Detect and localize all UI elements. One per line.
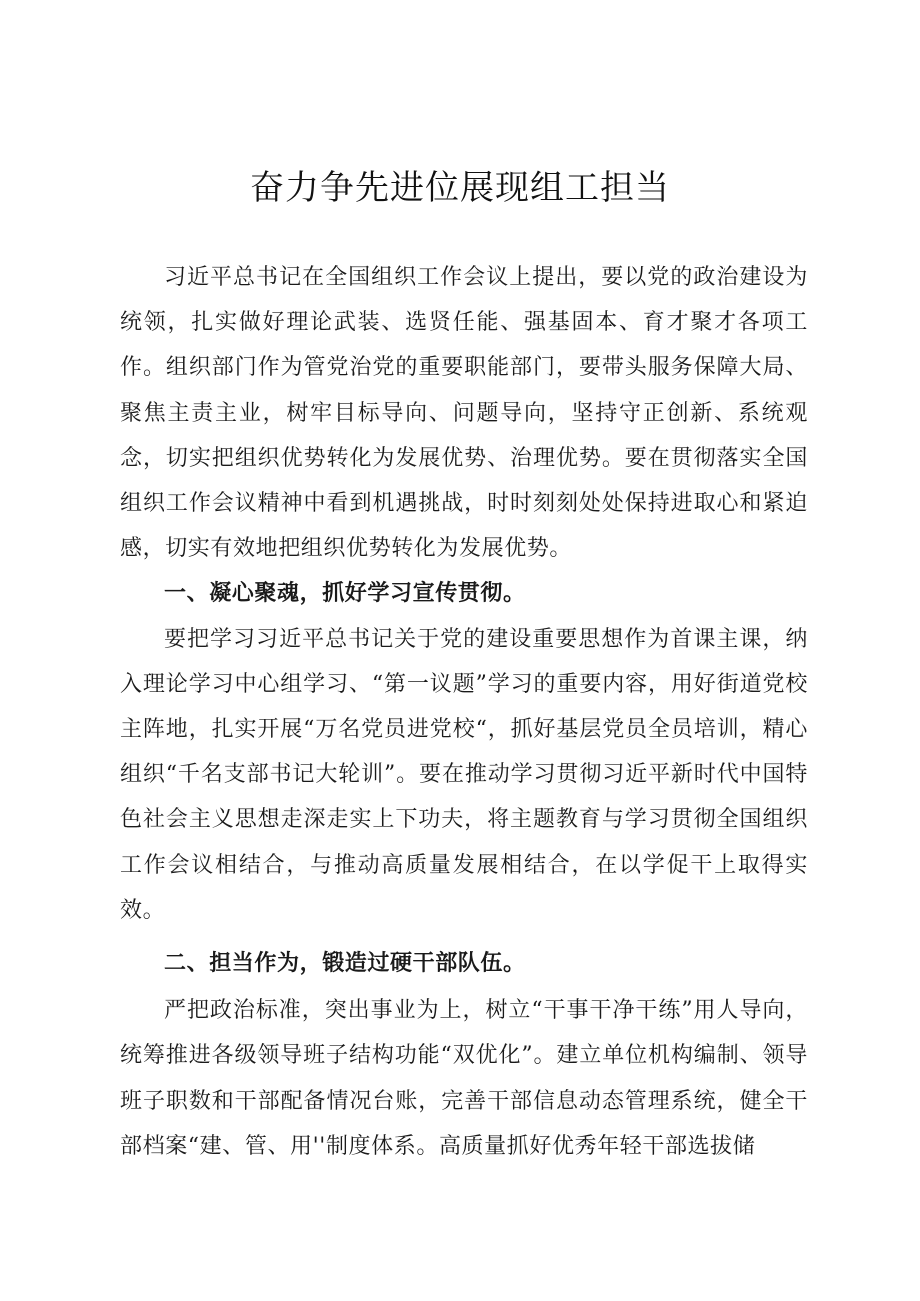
section-heading-2: 二、担当作为，锻造过硬干部队伍。 [164,951,526,977]
document-body [120,255,808,1169]
section-2-paragraph: 严把政治标准，突出事业为上，树立“干事干净干练”用人导向，统筹推进各级领导班子结构功能“双优化”。建立单位机构编制、领导班子职数和干部配备情况台账，完善干部信息动态管理系统，健全干部档案“建、管、用''制度体系。高质量抓好优秀年轻干部选拔储 [120,998,808,1159]
intro-paragraph: 习近平总书记在全国组织工作会议上提出，要以党的政治建设为统领，扎实做好理论武装、选贤任能、强基固本、育才聚才各项工作。组织部门作为管党治党的重要职能部门，要带头服务保障大局、聚焦主责主业，树牢目标导向、问题导向，坚持守正创新、系统观念，切实把组织优势转化为发展优势、治理优势。要在贯彻落实全国组织工作会议精神中看到机遇挑战，时时刻刻处处保持进取心和紧迫感，切实有效地把组织优势转化为发展优势。 [120,265,808,562]
section-1-paragraph: 要把学习习近平总书记关于党的建设重要思想作为首课主课，纳入理论学习中心组学习、“第一议题”学习的重要内容，用好街道党校主阵地，扎实开展“万名党员进党校“，抓好基层党员全员培训，精心组织“千名支部书记大轮训”。要在推动学习贯彻习近平新时代中国特色社会主义思想走深走实上下功夫，将主题教育与学习贯彻全国组织工作会议相结合，与推动高质量发展相结合，在以学促干上取得实效。 [120,626,808,923]
section-heading-1: 一、凝心聚魂，抓好学习宣传贯彻。 [164,581,526,607]
document-title: 奋力争先进位展现组工担当 [250,168,670,208]
